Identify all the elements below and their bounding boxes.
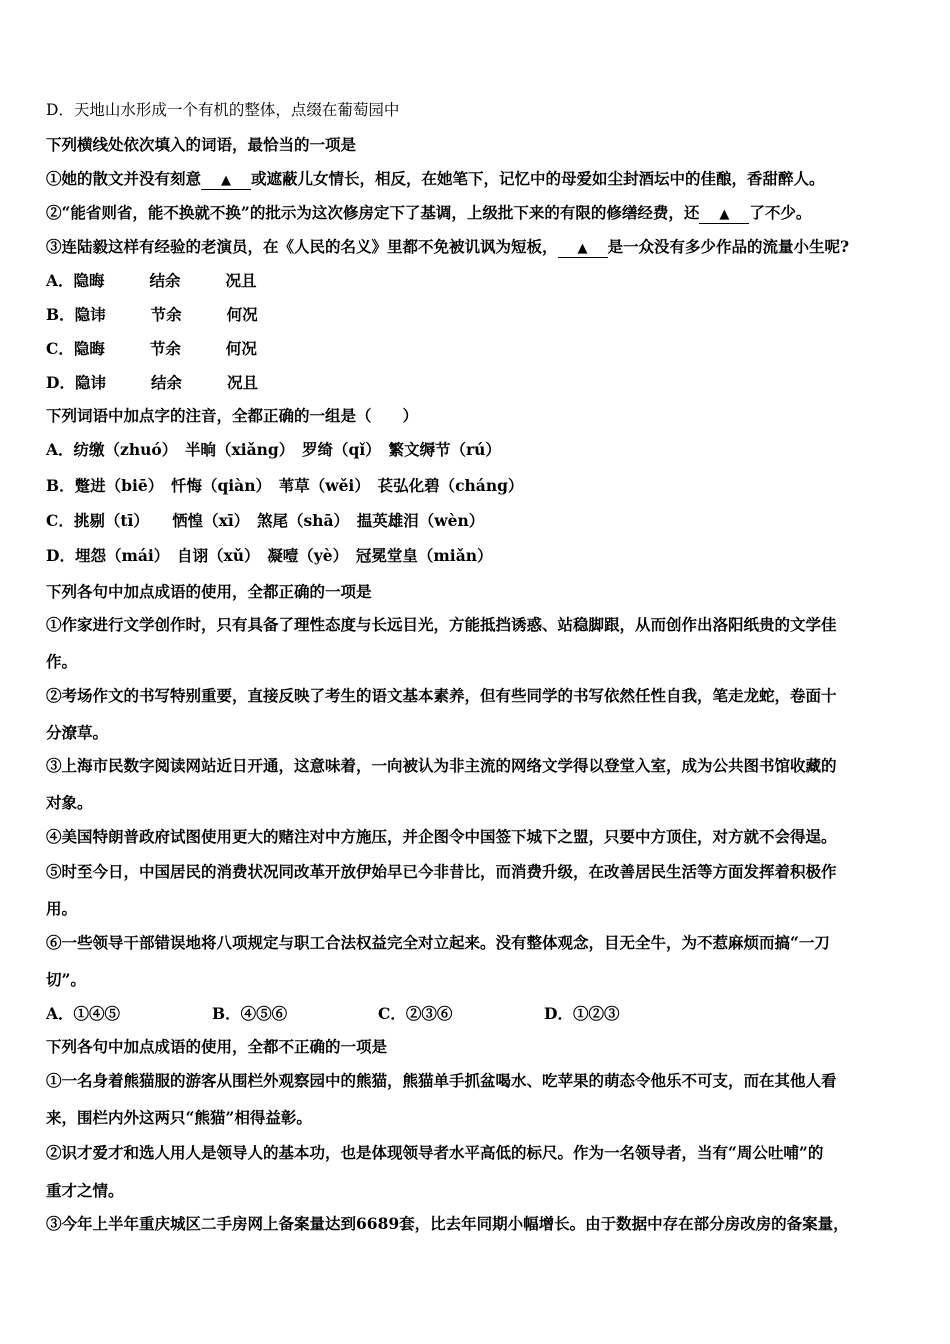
question-3-sentence-1: ①作家进行文学创作时，只有具备了理性态度与长远目光，方能抵挡诱惑、站稳脚跟，从而创作出洛阳纸贵的文学佳 (46, 615, 837, 634)
question-3-sentence-2-cont: 分潦草。 (46, 723, 109, 742)
question-3-sentence-3: ③上海市民数字阅读网站近日开通，这意味着，一向被认为非主流的网络文学得以登堂入室，成为公共图书馆收藏的 (46, 756, 837, 775)
question-3-sentence-2: ②考场作文的书写特别重要，直接反映了考生的语文基本素养，但有些同学的书写依然任性自我，笔走龙蛇，卷面十 (46, 686, 837, 705)
question-3-option-c: C．②③⑥ (378, 1004, 453, 1023)
question-2-stem: 下列词语中加点字的注音，全都正确的一组是（ ） (46, 406, 419, 425)
fill-blank: ▲ (558, 239, 608, 258)
question-3-stem: 下列各句中加点成语的使用，全都正确的一项是 (46, 582, 372, 601)
question-1-option-b: B．隐讳 节余 何况 (46, 305, 258, 324)
question-4-sentence-1: ①一名身着熊猫服的游客从围栏外观察园中的熊猫，熊猫单手抓盆喝水、吃苹果的萌态令他乐不可支，而在其他人看 (46, 1071, 837, 1090)
question-3-sentence-4: ④美国特朗普政府试图使用更大的赌注对中方施压，并企图令中国签下城下之盟，只要中方顶住，对方就不会得逞。 (46, 827, 837, 846)
question-3-sentence-6: ⑥一些领导干部错误地将八项规定与职工合法权益完全对立起来。没有整体观念，目无全牛，为不惹麻烦而搞“一刀 (46, 933, 830, 952)
question-1-sentence-1: ①她的散文并没有刻意 ▲ 或遮蔽儿女情长，相反，在她笔下，记忆中的母爱如尘封酒坛中的佳酿，香甜醉人。 (46, 169, 825, 188)
question-4-sentence-2: ②识才爱才和选人用人是领导人的基本功，也是体现领导者水平高低的标尺。作为一名领导者，当有“周公吐哺”的 (46, 1143, 824, 1162)
question-1-option-a: A．隐晦 结余 况且 (46, 271, 257, 290)
question-2-option-c: C．挑剔（tī） 恓惶（xī） 煞尾（shā） 揾英雄泪（wèn） (46, 511, 485, 530)
question-2-option-b: B．蹩进（biē） 忏悔（qiàn） 苇草（wěi） 苌弘化碧（cháng） (46, 476, 524, 495)
question-3-sentence-1-cont: 作。 (46, 652, 78, 671)
question-4-sentence-3: ③今年上半年重庆城区二手房网上备案量达到6689套，比去年同期小幅增长。由于数据中存在部分房改房的备案量， (46, 1214, 849, 1233)
question-1-stem: 下列横线处依次填入的词语，最恰当的一项是 (46, 135, 357, 154)
prev-option-d: D．天地山水形成一个有机的整体，点缀在葡萄园中 (46, 101, 400, 119)
question-3-option-a: A．①④⑤ (46, 1004, 121, 1023)
question-4-sentence-1-cont: 来，围栏内外这两只“熊猫”相得益彰。 (46, 1108, 312, 1127)
question-4-sentence-2-cont: 重才之情。 (46, 1181, 124, 1200)
question-3-option-b: B．④⑤⑥ (212, 1004, 288, 1023)
question-3-sentence-6-cont: 切”。 (46, 970, 86, 989)
question-3-options (46, 1004, 916, 1024)
question-3-sentence-5: ⑤时至今日，中国居民的消费状况同改革开放伊始早已今非昔比，而消费升级，在改善居民生活等方面发挥着积极作 (46, 862, 837, 881)
question-3-option-d: D．①②③ (544, 1004, 620, 1023)
fill-blank: ▲ (699, 205, 749, 224)
question-2-option-d: D．埋怨（mái） 自诩（xǔ） 凝噎（yè） 冠冕堂皇（miǎn） (46, 546, 493, 565)
question-1-sentence-2: ②“能省则省，能不换就不换”的批示为这次修房定下了基调，上级批下来的有限的修缮经费，还 ▲ 了不少。 (46, 203, 812, 222)
question-3-sentence-3-cont: 对象。 (46, 793, 93, 812)
question-3-sentence-5-cont: 用。 (46, 899, 78, 918)
question-1-sentence-3: ③连陆毅这样有经验的老演员，在《人民的名义》里都不免被讥讽为短板， ▲ 是一众没有多少作品的流量小生呢? (46, 237, 850, 256)
fill-blank: ▲ (201, 171, 251, 190)
question-1-option-d: D．隐讳 结余 况且 (46, 373, 258, 392)
question-2-option-a: A．纺缴（zhuó） 半晌（xiǎng） 罗绮（qǐ） 繁文缛节（rú） (46, 440, 501, 459)
question-4-stem: 下列各句中加点成语的使用，全都不正确的一项是 (46, 1037, 388, 1056)
question-1-option-c: C．隐晦 节余 何况 (46, 339, 257, 358)
